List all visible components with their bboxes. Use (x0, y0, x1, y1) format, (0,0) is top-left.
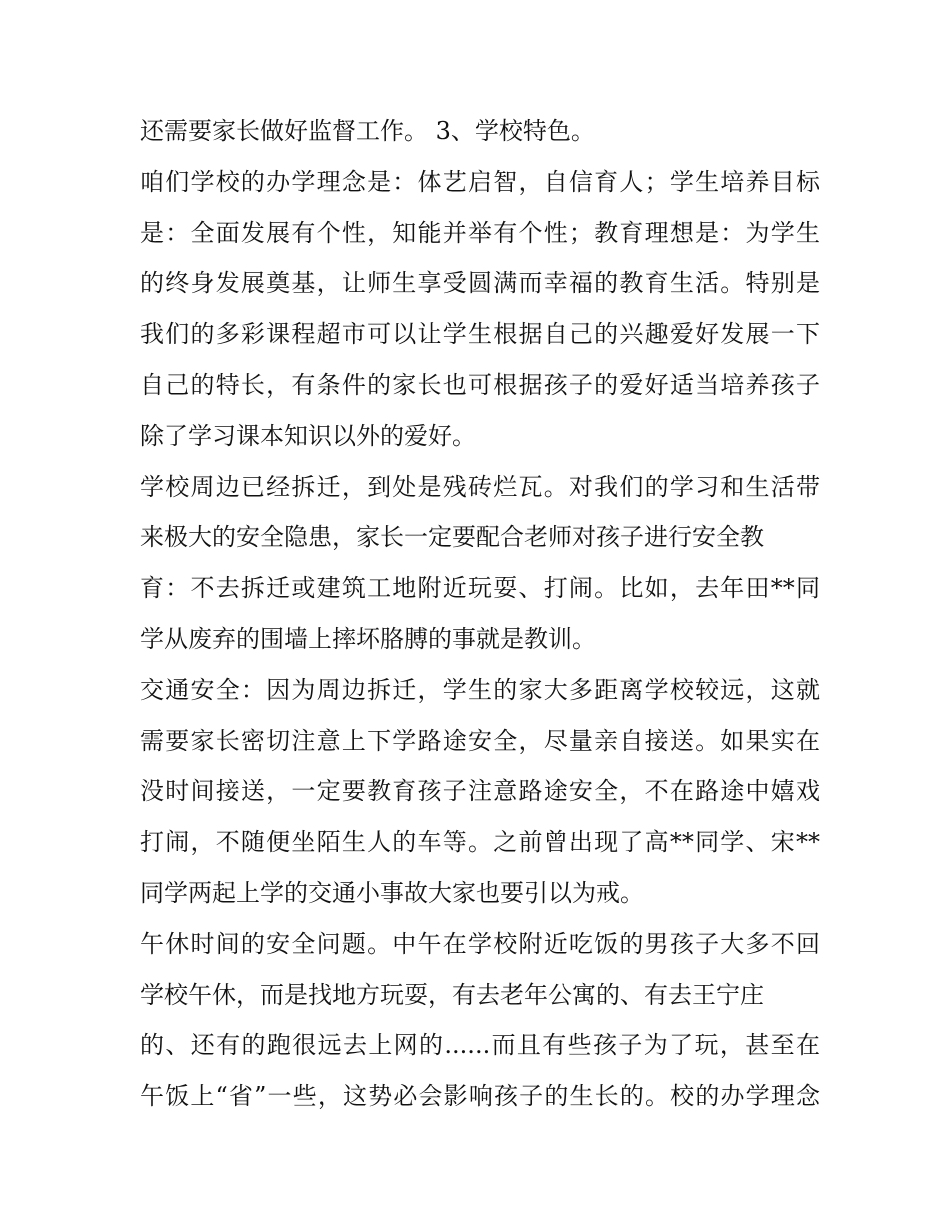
text-line: 是：全面发展有个性，知能并举有个性；教育理想是：为学生 (140, 218, 820, 247)
text-line: 午休时间的安全问题。中午在学校附近吃饭的男孩子大多不回 (140, 929, 820, 958)
text-line: 我们的多彩课程超市可以让学生根据自己的兴趣爱好发展一下 (140, 320, 820, 349)
text-line: 同学两起上学的交通小事故大家也要引以为戒。 (140, 878, 644, 907)
text-line: 没时间接送，一定要教育孩子注意路途安全，不在路途中嬉戏 (140, 777, 820, 806)
text-line: 育：不去拆迁或建筑工地附近玩耍、打闹。比如，去年田**同 (140, 574, 820, 603)
text-line: 学校周边已经拆迁，到处是残砖烂瓦。对我们的学习和生活带 (140, 472, 820, 501)
text-line: 自己的特长，有条件的家长也可根据孩子的爱好适当培养孩子 (140, 370, 820, 399)
text-line: 的、还有的跑很远去上网的......而且有些孩子为了玩，甚至在 (140, 1031, 820, 1060)
text-line: 咱们学校的办学理念是：体艺启智，自信育人；学生培养目标 (140, 167, 820, 196)
text-line: 午饭上“省”一些，这势必会影响孩子的生长的。校的办学理念 (140, 1082, 820, 1111)
text-line: 来极大的安全隐患，家长一定要配合老师对孩子进行安全教 (140, 523, 764, 552)
document-body (140, 106, 820, 1122)
text-line: 打闹，不随便坐陌生人的车等。之前曾出现了高**同学、宋** (140, 828, 820, 857)
text-line: 的终身发展奠基，让师生享受圆满而幸福的教育生活。特别是 (140, 269, 820, 298)
text-line: 学从废弃的围墙上摔坏胳膊的事就是教训。 (140, 624, 596, 653)
text-line: 需要家长密切注意上下学路途安全，尽量亲自接送。如果实在 (140, 726, 820, 755)
text-line: 除了学习课本知识以外的爱好。 (140, 421, 476, 450)
text-line: 交通安全：因为周边拆迁，学生的家大多距离学校较远，这就 (140, 675, 820, 704)
text-line: 学校午休，而是找地方玩耍，有去老年公寓的、有去王宁庄 (140, 980, 764, 1009)
text-line: 还需要家长做好监督工作。 3、学校特色。 (140, 117, 595, 145)
